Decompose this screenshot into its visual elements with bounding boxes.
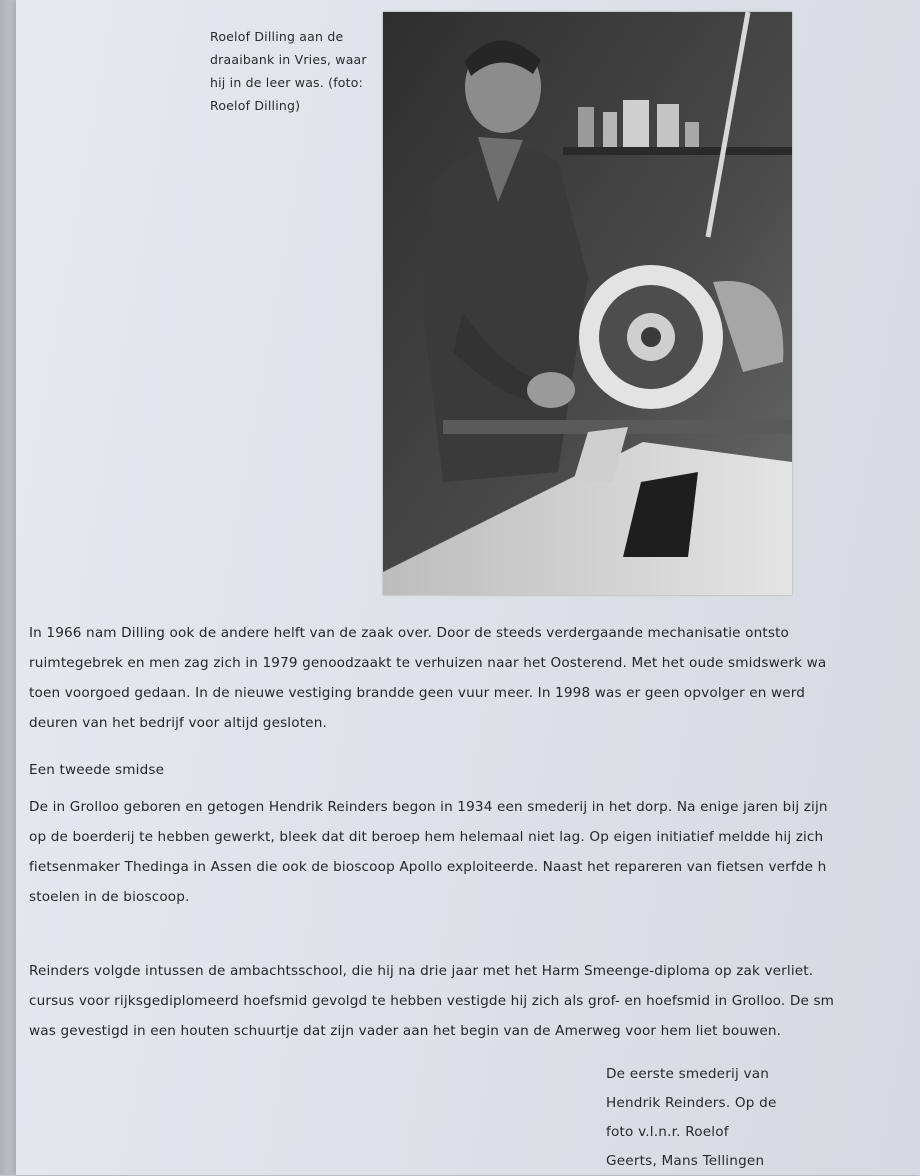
caption-line: draaibank in Vries, waar [210,52,367,67]
text-line: Reinders volgde intussen de ambachtsschool, die hij na drie jaar met het Harm Smeenge-diploma op zak verliet. [29,963,814,979]
caption-line: hij in de leer was. (foto: [210,75,364,90]
text-line: cursus voor rijksgediplomeerd hoefsmid gevolgd te hebben vestigde hij zich als grof- en hoefsmid in Grolloo. De sm [29,993,835,1009]
caption-line: Roelof Dilling aan de [210,29,344,44]
text-line: toen voorgoed gedaan. In de nieuwe vestiging brandde geen vuur meer. In 1998 was er geen opvolger en werd [29,685,806,701]
second-photo-caption [606,1060,846,1176]
paragraph-2 [29,792,920,912]
paragraph-1 [29,618,920,738]
text-line: op de boerderij te hebben gewerkt, bleek dat dit beroep hem helemaal niet lag. Op eigen initiatief meldde hij zich [29,829,824,845]
book-page [16,0,920,1175]
caption-line: Hendrik Reinders. Op de [606,1095,777,1111]
page-edge [0,0,16,1175]
caption-line: Roelof Dilling) [210,98,301,113]
section-heading: Een tweede smidse [29,762,165,778]
caption-line: Geerts, Mans Tellingen [606,1153,765,1169]
text-line: was gevestigd in een houten schuurtje dat zijn vader aan het begin van de Amerweg voor hem liet bouwen. [29,1023,782,1039]
lathe-photo [383,12,792,595]
text-line: ruimtegebrek en men zag zich in 1979 genoodzaakt te verhuizen naar het Oosterend. Met het oude smidswerk wa [29,655,827,671]
paragraph-3 [29,956,920,1046]
caption-line: De eerste smederij van [606,1066,770,1082]
text-line: deuren van het bedrijf voor altijd gesloten. [29,715,327,731]
text-line: In 1966 nam Dilling ook de andere helft van de zaak over. Door de steeds verdergaande mechanisatie ontsto [29,625,790,641]
text-line: fietsenmaker Thedinga in Assen die ook de bioscoop Apollo exploiteerde. Naast het repareren van fietsen verfde h [29,859,827,875]
caption-line: foto v.l.n.r. Roelof [606,1124,729,1140]
photo-caption [210,25,380,117]
text-line: De in Grolloo geboren en getogen Hendrik Reinders begon in 1934 een smederij in het dorp. Na enige jaren bij zijn [29,799,828,815]
text-line: stoelen in de bioscoop. [29,889,190,905]
